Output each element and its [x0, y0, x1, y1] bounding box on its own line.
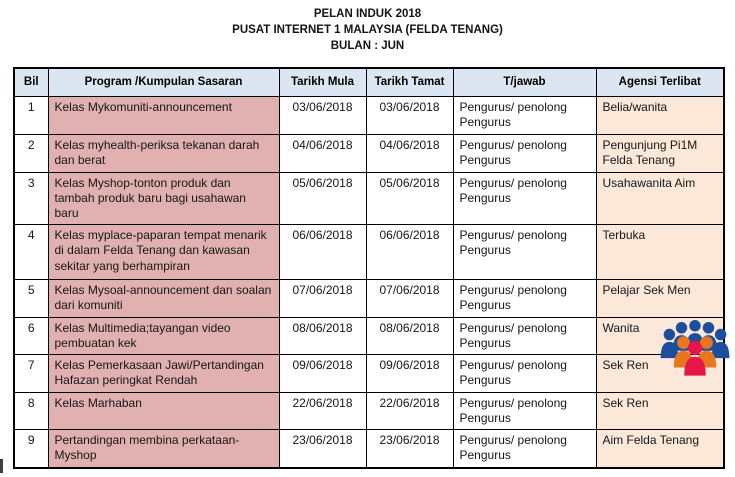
cell-tjawab: Pengurus/ penolong Pengurus — [453, 430, 596, 468]
col-header-tarikh-tamat: Tarikh Tamat — [366, 68, 453, 96]
document-title — [0, 0, 735, 54]
cell-program: Kelas Mysoal-announcement dan soalan dari komuniti — [48, 280, 279, 317]
table-row — [14, 96, 724, 134]
cell-bil: 6 — [14, 317, 48, 354]
cell-agensi: Belia/wanita — [596, 96, 724, 134]
cell-program: Kelas Marhaban — [48, 392, 279, 429]
cell-bil: 1 — [14, 96, 48, 134]
cell-program: Pertandingan membina perkataan-Myshop — [48, 430, 279, 468]
cell-bil: 9 — [14, 430, 48, 468]
cell-agensi: Sek Ren — [596, 355, 724, 392]
cell-program: Kelas Pemerkasaan Jawi/Pertandingan Hafazan peringkat Rendah — [48, 355, 279, 392]
cell-tjawab: Pengurus/ penolong Pengurus — [453, 280, 596, 317]
cell-tarikh-mula: 06/06/2018 — [279, 225, 366, 280]
cell-agensi: Sek Ren — [596, 392, 724, 429]
cell-tjawab: Pengurus/ penolong Pengurus — [453, 134, 596, 172]
col-header-tarikh-mula: Tarikh Mula — [279, 68, 366, 96]
title-line-3: BULAN : JUN — [330, 40, 405, 52]
cell-tarikh-mula: 22/06/2018 — [279, 392, 366, 429]
title-line-1: PELAN INDUK 2018 — [313, 8, 422, 20]
cell-agensi: Pelajar Sek Men — [596, 280, 724, 317]
cell-tarikh-tamat: 03/06/2018 — [366, 96, 453, 134]
cell-agensi: Aim Felda Tenang — [596, 430, 724, 468]
cell-tarikh-tamat: 05/06/2018 — [366, 172, 453, 225]
cell-agensi: Usahawanita Aim — [596, 172, 724, 225]
col-header-bil: Bil — [14, 68, 48, 96]
cell-agensi: Terbuka — [596, 225, 724, 280]
table-row — [14, 134, 724, 172]
cell-tarikh-mula: 08/06/2018 — [279, 317, 366, 354]
plan-table — [13, 67, 725, 469]
cell-tarikh-tamat: 06/06/2018 — [366, 225, 453, 280]
cell-tarikh-tamat: 07/06/2018 — [366, 280, 453, 317]
title-line-2: PUSAT INTERNET 1 MALAYSIA (FELDA TENANG) — [232, 24, 503, 36]
cell-bil: 4 — [14, 225, 48, 280]
col-header-program: Program /Kumpulan Sasaran — [48, 68, 279, 96]
cell-bil: 8 — [14, 392, 48, 429]
table-row — [14, 392, 724, 429]
cell-tarikh-mula: 04/06/2018 — [279, 134, 366, 172]
table-row — [14, 225, 724, 280]
cell-tarikh-mula: 07/06/2018 — [279, 280, 366, 317]
cell-tarikh-tamat: 23/06/2018 — [366, 430, 453, 468]
cell-tjawab: Pengurus/ penolong Pengurus — [453, 392, 596, 429]
cell-tarikh-tamat: 04/06/2018 — [366, 134, 453, 172]
table-row — [14, 430, 724, 468]
table-row — [14, 172, 724, 225]
people-group-icon — [656, 319, 734, 377]
col-header-tjawab: T/jawab — [453, 68, 596, 96]
cell-tarikh-tamat: 09/06/2018 — [366, 355, 453, 392]
cell-tjawab: Pengurus/ penolong Pengurus — [453, 355, 596, 392]
cell-bil: 2 — [14, 134, 48, 172]
table-row — [14, 355, 724, 392]
cell-tjawab: Pengurus/ penolong Pengurus — [453, 225, 596, 280]
cell-agensi: Wanita — [596, 317, 724, 354]
cell-program: Kelas Myshop-tonton produk dan tambah produk baru bagi usahawan baru — [48, 172, 279, 225]
cell-tarikh-mula: 05/06/2018 — [279, 172, 366, 225]
cell-tarikh-mula: 03/06/2018 — [279, 96, 366, 134]
cell-bil: 7 — [14, 355, 48, 392]
table-header-row — [14, 68, 724, 96]
cell-program: Kelas Multimedia;tayangan video pembuatan kek — [48, 317, 279, 354]
cell-program: Kelas Mykomuniti-announcement — [48, 96, 279, 134]
cell-bil: 3 — [14, 172, 48, 225]
cell-tarikh-tamat: 08/06/2018 — [366, 317, 453, 354]
cell-tarikh-tamat: 22/06/2018 — [366, 392, 453, 429]
cell-program: Kelas myhealth-periksa tekanan darah dan berat — [48, 134, 279, 172]
screen-edge-artifact — [0, 459, 3, 473]
table-row — [14, 280, 724, 317]
cell-bil: 5 — [14, 280, 48, 317]
cell-program: Kelas myplace-paparan tempat menarik di dalam Felda Tenang dan kawasan sekitar yang berhampiran — [48, 225, 279, 280]
cell-tjawab: Pengurus/ penolong Pengurus — [453, 172, 596, 225]
table-row — [14, 317, 724, 354]
cell-tjawab: Pengurus/ penolong Pengurus — [453, 96, 596, 134]
cell-agensi: Pengunjung Pi1M Felda Tenang — [596, 134, 724, 172]
cell-tarikh-mula: 09/06/2018 — [279, 355, 366, 392]
cell-tjawab: Pengurus/ penolong Pengurus — [453, 317, 596, 354]
cell-tarikh-mula: 23/06/2018 — [279, 430, 366, 468]
col-header-agensi: Agensi Terlibat — [596, 68, 724, 96]
